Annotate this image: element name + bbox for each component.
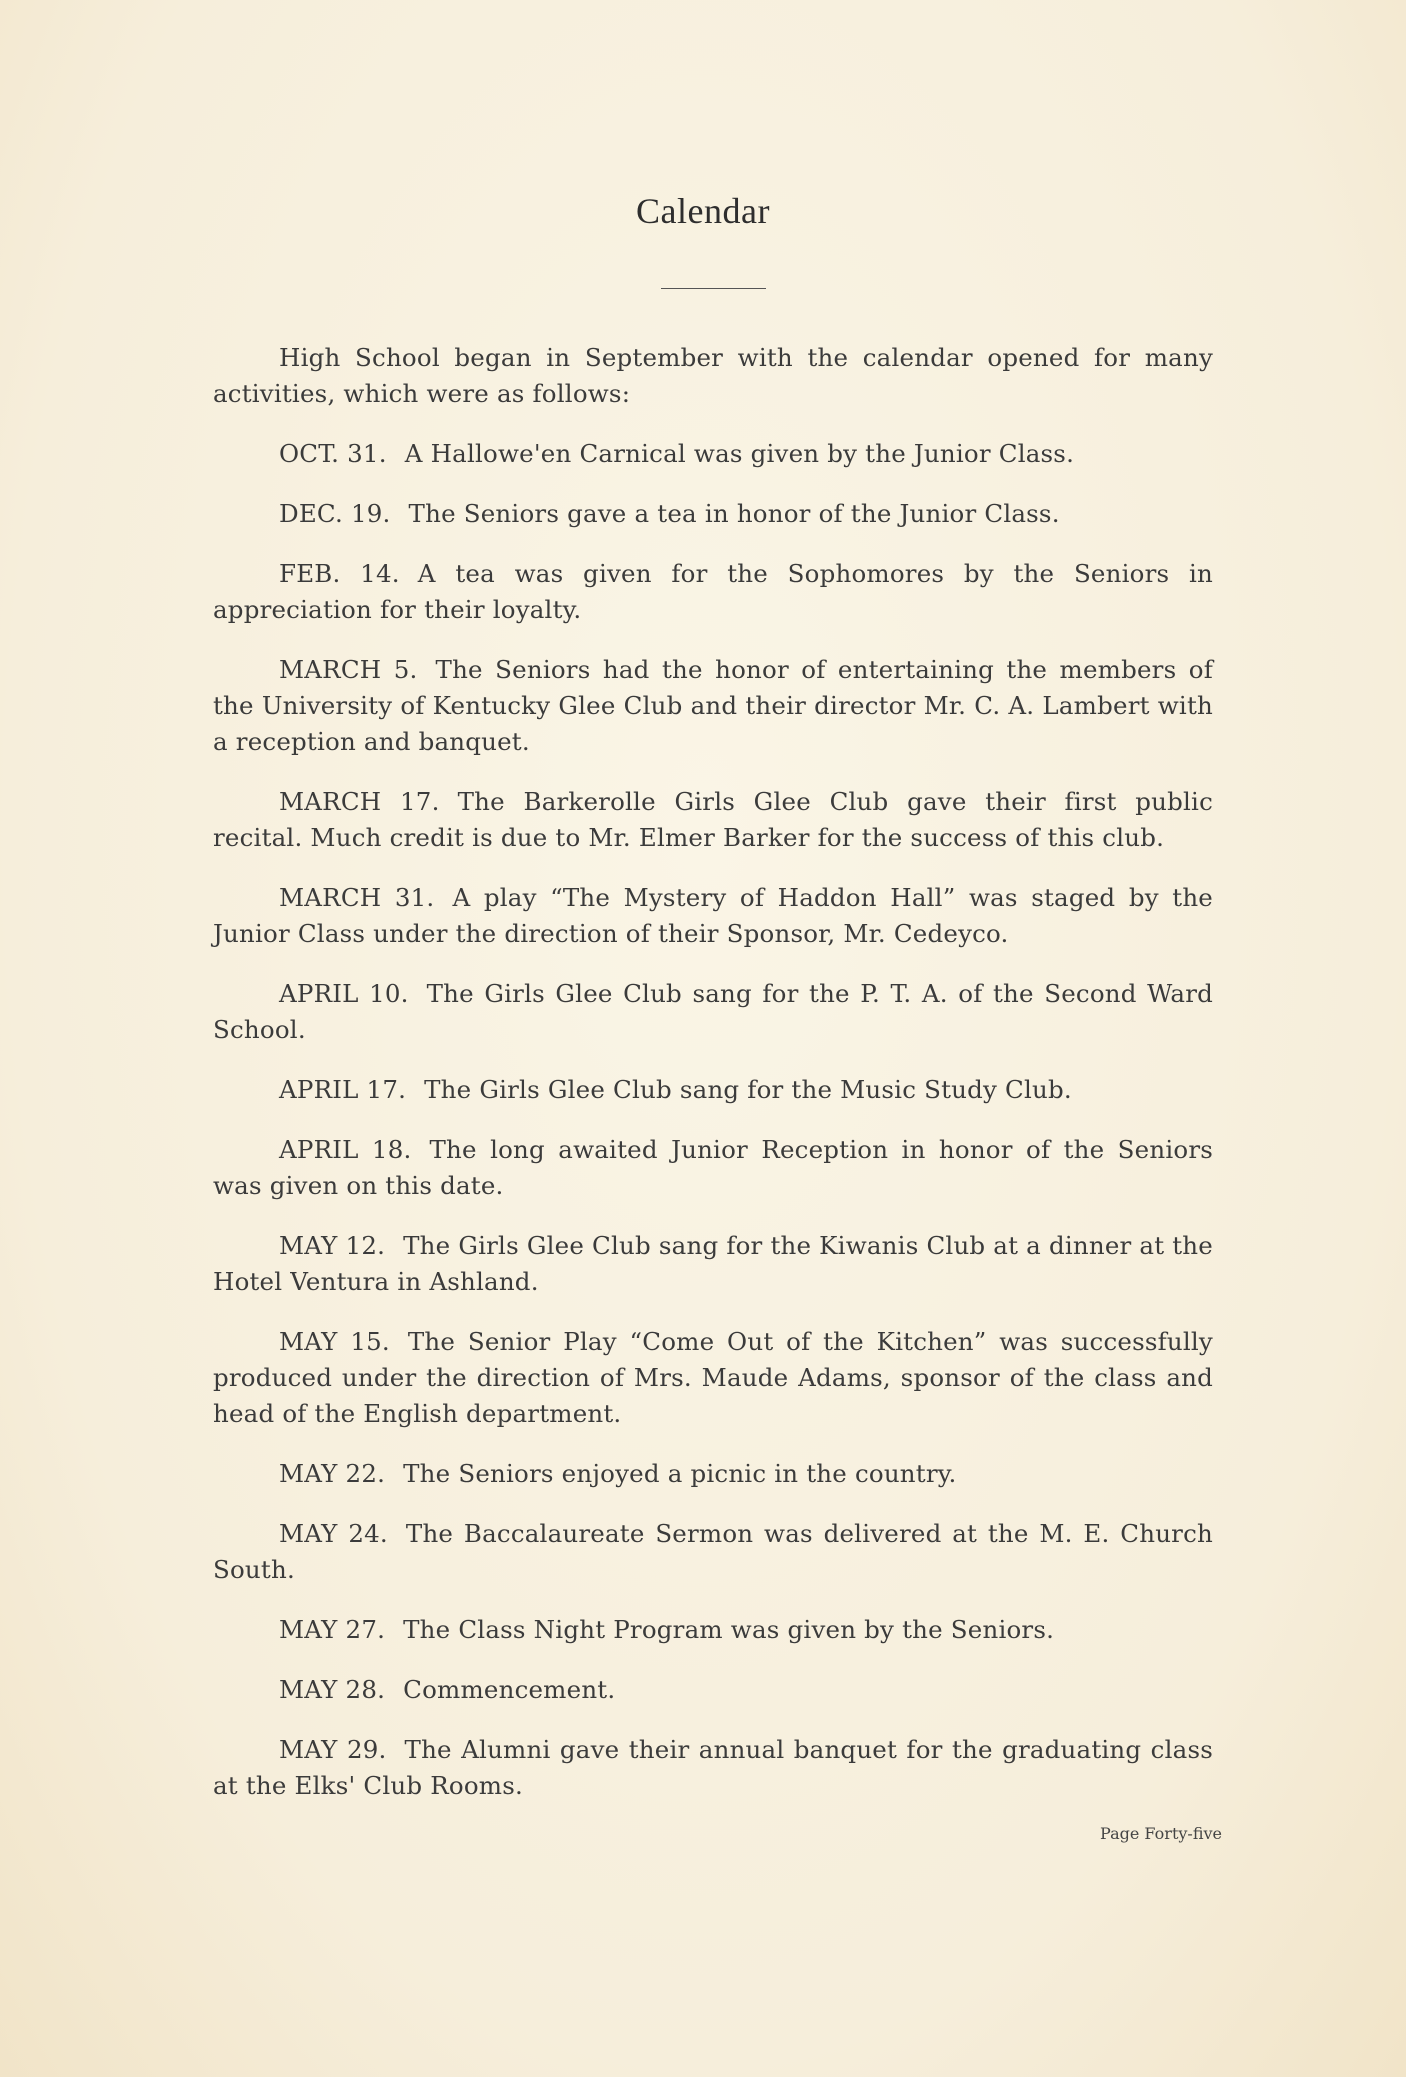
- entry-date: OCT. 31.: [279, 439, 387, 468]
- entry-text: The Barkerolle Girls Glee Club gave their first public recital. Much credit is due to Mr. Elmer Barker for the success of this club.: [213, 787, 1214, 852]
- entry-text: The Girls Glee Club sang for the P. T. A. of the Second Ward School.: [213, 979, 1213, 1044]
- calendar-body: [213, 340, 1213, 1828]
- entry-text: A tea was given for the Sophomores by the Seniors in appreciation for their loyalty.: [213, 559, 1213, 624]
- page-title: Calendar: [636, 191, 770, 231]
- entry-date: MAY 22.: [279, 1459, 386, 1488]
- entry-text: The Girls Glee Club sang for the Music Study Club.: [424, 1075, 1072, 1104]
- entry-text: The Girls Glee Club sang for the Kiwanis Club at a dinner at the Hotel Ventura in Ashland.: [213, 1231, 1213, 1296]
- calendar-entry: [213, 1072, 1213, 1108]
- entry-text: A Hallowe'en Carnical was given by the Junior Class.: [404, 439, 1075, 468]
- entry-date: MARCH 31.: [279, 883, 435, 912]
- entry-date: MAY 27.: [279, 1615, 386, 1644]
- calendar-entry: [213, 1324, 1213, 1432]
- entry-date: DEC. 19.: [279, 499, 391, 528]
- entry-text: The Class Night Program was given by the Seniors.: [403, 1615, 1055, 1644]
- entry-text: The Seniors enjoyed a picnic in the country.: [403, 1459, 957, 1488]
- entry-text: The Seniors had the honor of entertaining the members of the University of Kentucky Glee Club and their director Mr. C. A. Lambert with a reception and banquet.: [213, 655, 1213, 756]
- calendar-entry: [213, 1456, 1213, 1492]
- calendar-entry: [213, 784, 1213, 856]
- entry-text: The Seniors gave a tea in honor of the Junior Class.: [408, 499, 1060, 528]
- entry-date: MARCH 17.: [279, 787, 440, 816]
- calendar-entry: [213, 880, 1213, 952]
- entry-text: A play “The Mystery of Haddon Hall” was staged by the Junior Class under the direction of their Sponsor, Mr. Cedeyco.: [213, 883, 1214, 948]
- entry-date: APRIL 17.: [279, 1075, 407, 1104]
- calendar-entry: [213, 1672, 1213, 1708]
- calendar-entry: [213, 1132, 1213, 1204]
- entry-date: APRIL 10.: [279, 979, 409, 1008]
- entry-date: FEB. 14.: [279, 559, 400, 588]
- calendar-entry: [213, 652, 1213, 760]
- entry-text: The Senior Play “Come Out of the Kitchen” was successfully produced under the direction of Mrs. Maude Adams, sponsor of the class and head of the English department.: [213, 1327, 1213, 1428]
- entry-date: MAY 12.: [279, 1231, 386, 1260]
- entry-text: The Baccalaureate Sermon was delivered at the M. E. Church South.: [213, 1519, 1213, 1584]
- title-divider: [661, 288, 766, 289]
- entry-text: Commencement.: [403, 1675, 616, 1704]
- entry-date: MAY 15.: [279, 1327, 390, 1356]
- calendar-entry: [213, 496, 1213, 532]
- calendar-entry: [213, 436, 1213, 472]
- calendar-entries: [213, 436, 1213, 1804]
- entry-text: The long awaited Junior Reception in honor of the Seniors was given on this date.: [213, 1135, 1214, 1200]
- entry-date: MAY 24.: [279, 1519, 388, 1548]
- intro-paragraph: High School began in September with the calendar opened for many activities, which were as follows:: [213, 343, 1213, 408]
- entry-date: APRIL 18.: [279, 1135, 412, 1164]
- entry-date: MAY 29.: [279, 1735, 387, 1764]
- calendar-entry: [213, 1516, 1213, 1588]
- entry-date: MAY 28.: [279, 1675, 386, 1704]
- calendar-entry: [213, 1732, 1213, 1804]
- calendar-entry: [213, 1612, 1213, 1648]
- entry-text: The Alumni gave their annual banquet for the graduating class at the Elks' Club Rooms.: [213, 1735, 1213, 1800]
- entry-date: MARCH 5.: [279, 655, 418, 684]
- calendar-entry: [213, 1228, 1213, 1300]
- calendar-entry: [213, 976, 1213, 1048]
- calendar-entry: [213, 556, 1213, 628]
- page-number: Page Forty-five: [1100, 1824, 1222, 1843]
